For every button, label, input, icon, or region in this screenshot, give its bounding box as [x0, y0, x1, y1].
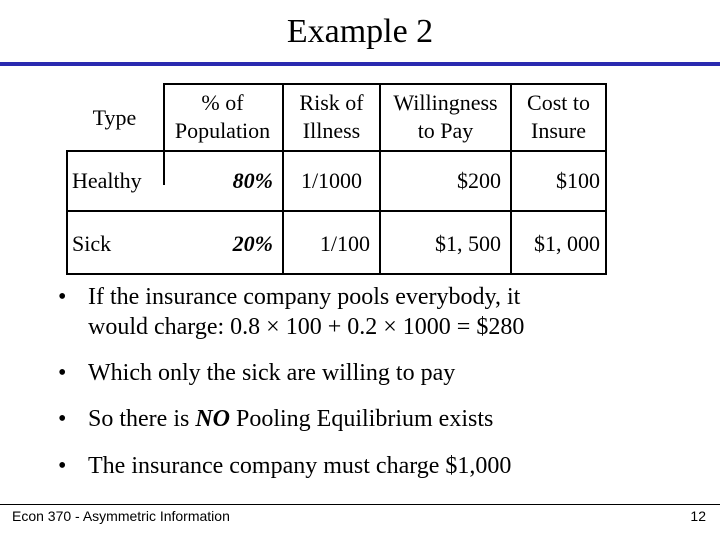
bullet-no-eq-after: Pooling Equilibrium exists — [230, 406, 494, 432]
header-pct-line2: Population — [174, 118, 271, 143]
bullet-no-eq-emphasis: NO — [195, 406, 230, 432]
footer-divider — [0, 504, 720, 505]
bullet-dot: • — [58, 406, 67, 432]
table-row-rule — [66, 210, 607, 212]
bullet-must-charge-text: The insurance company must charge $1,000 — [88, 453, 512, 479]
table-border-left-lower — [66, 150, 68, 275]
header-type: Type — [92, 105, 137, 130]
footer-page-number: 12 — [690, 508, 706, 524]
table-border-right — [605, 83, 607, 275]
table-header-rule — [66, 150, 607, 152]
bullet-dot: • — [58, 284, 67, 310]
header-willingness-line2: to Pay — [417, 118, 474, 143]
bullet-pooling-line1: If the insurance company pools everybody, it — [88, 284, 521, 310]
slide-title: Example 2 — [286, 13, 434, 50]
row-sick-type: Sick — [72, 231, 112, 256]
row-healthy-willingness: $200 — [457, 168, 501, 193]
table-border-bottom — [66, 273, 607, 275]
table-border-top — [163, 83, 607, 85]
bullet-dot: • — [58, 360, 67, 386]
header-willingness-line1: Willingness — [393, 90, 498, 115]
header-cost-line2: Insure — [531, 118, 586, 143]
row-sick-willingness: $1, 500 — [435, 231, 501, 256]
header-cost-line1: Cost to — [527, 90, 590, 115]
row-healthy-pct: 80% — [232, 168, 273, 193]
bullet-pooling-line2: would charge: 0.8 × 100 + 0.2 × 1000 = $280 — [88, 314, 525, 340]
bullet-dot: • — [58, 453, 67, 479]
row-sick-cost: $1, 000 — [534, 231, 600, 256]
row-sick-pct: 20% — [232, 231, 273, 256]
header-pct-line1: % of — [201, 90, 244, 115]
header-risk-line2: Illness — [302, 118, 361, 143]
row-sick-risk: 1/100 — [319, 231, 370, 256]
bullet-sick-pay-text: Which only the sick are willing to pay — [88, 360, 456, 386]
header-risk-line1: Risk of — [299, 90, 364, 115]
row-healthy-risk: 1/1000 — [300, 168, 363, 193]
row-healthy-cost: $100 — [556, 168, 600, 193]
footer-course: Econ 370 - Asymmetric Information — [12, 508, 230, 524]
bullet-no-eq-before: So there is — [88, 406, 196, 432]
row-healthy-type: Healthy — [72, 168, 142, 193]
